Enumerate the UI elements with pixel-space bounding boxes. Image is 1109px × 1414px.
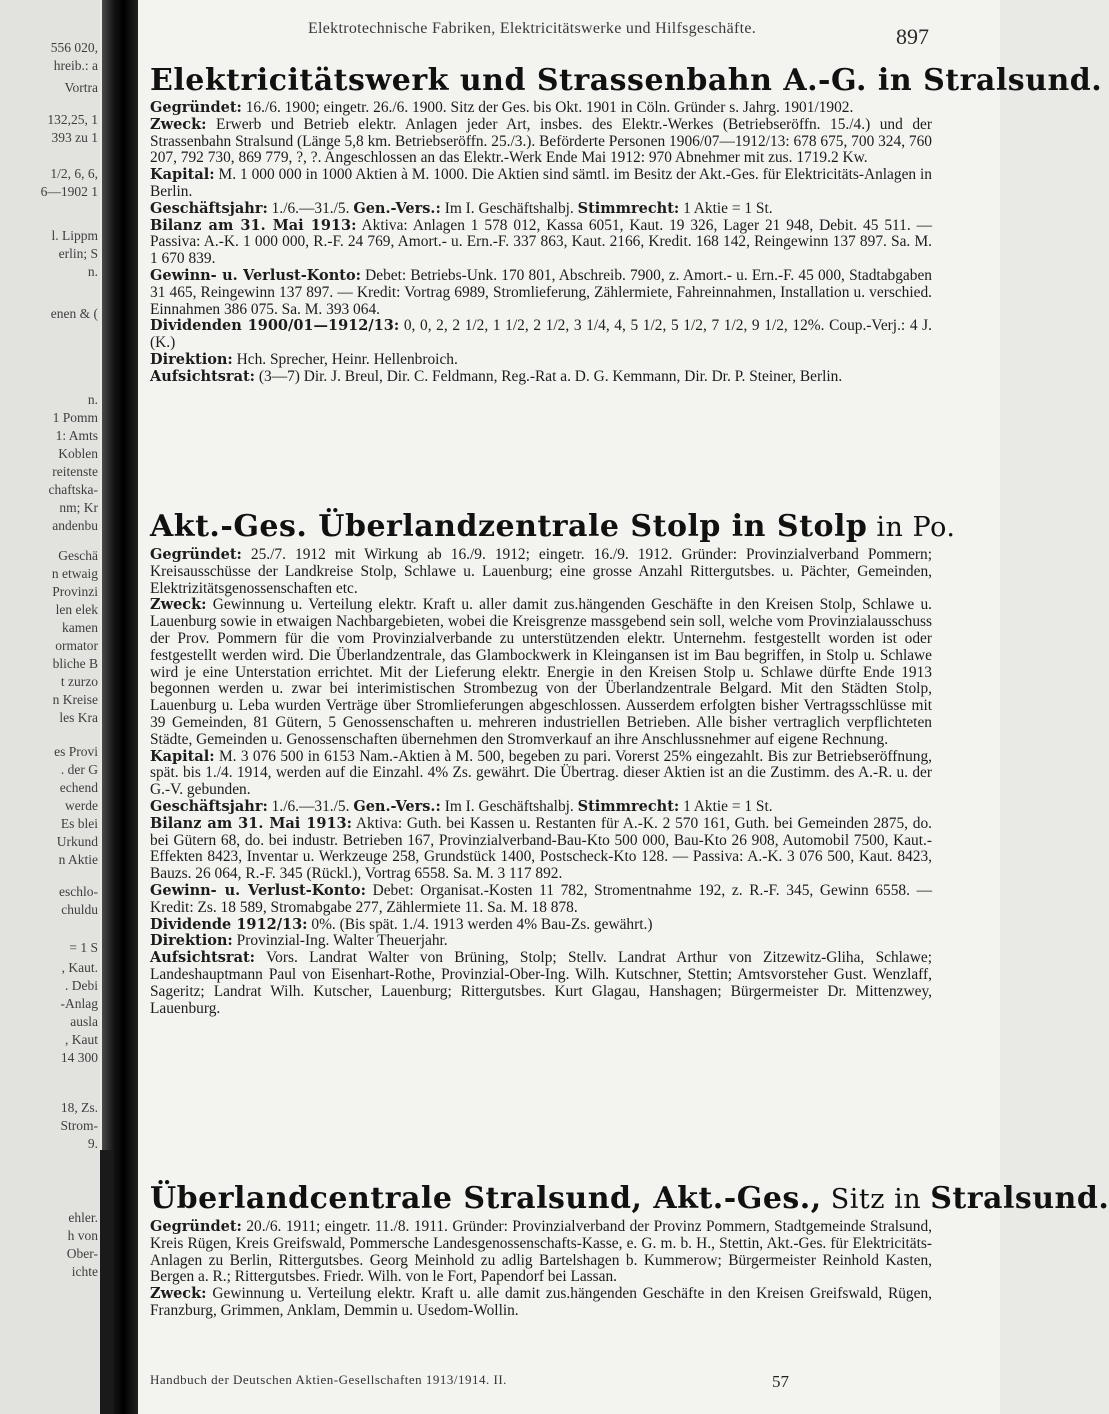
facing-page-text-fragment: n. (87, 264, 98, 279)
facing-page-text-fragment: t zurzo (60, 674, 98, 689)
facing-page-text-fragment: echend (59, 780, 98, 795)
entry-paragraph (150, 117, 932, 167)
facing-page-text-fragment: eschlo- (59, 884, 98, 899)
facing-page-text-fragment: . der G (60, 762, 98, 777)
entry-label: Aufsichtsrat: (150, 949, 256, 967)
entry-text: 25./7. 1912 mit Wirkung ab 16./9. 1912; eingetr. 16./9. 1912. Gründer: Provinzialverband Pommern; Kreisausschüsse der Landkreise Stolp, Schlawe u. Lauenburg; eine grosse Anzahl Rittergutsbes. u. Pächter, Gemeinden, Elektrizitätsgenossenschaften etc. (150, 546, 932, 597)
facing-page-text-fragment: Strom- (60, 1118, 98, 1133)
entry-label: Bilanz am 31. Mai 1913: (150, 216, 357, 234)
entry-text: 1./6.—31./5. (267, 199, 354, 217)
footer-citation: Handbuch der Deutschen Aktien-Gesellschaften 1913/1914. II. (150, 1372, 507, 1387)
section-body (150, 100, 932, 386)
entry-label: Direktion: (150, 350, 233, 368)
entry-label: Dividende 1912/13: (150, 915, 308, 933)
facing-page-text-fragment: n Kreise (52, 692, 98, 707)
entry-text: M. 3 076 500 in 6153 Nam.-Aktien à M. 500, begeben zu pari. Vorerst 25% eingezahlt. Bis zur Betriebseröffnung, spät. bis 1./4. 1914, werden auf die Einzahl. 4% Zs. gewährt. Die Übertrag. dieser Aktien ist an die Zustimm. des A.-R. u. der G.-V. gebunden. (150, 747, 932, 799)
section-body (150, 1219, 932, 1320)
facing-page-text-fragment: Provinzi (52, 584, 98, 599)
facing-page-text-fragment: reitenste (52, 464, 98, 479)
facing-page-text-fragment: ehler. (68, 1210, 98, 1225)
section-body (150, 547, 932, 1017)
entry-label: Kapital: (150, 747, 215, 765)
section-title-main: Akt.-Ges. Überlandzentrale Stolp in Stolp (150, 509, 868, 544)
section-title (150, 1180, 1109, 1219)
entry-label: Zweck: (150, 115, 207, 133)
entry-paragraph (150, 799, 932, 816)
entry-label: Gegründet: (150, 99, 242, 116)
facing-page-text-fragment: Geschä (58, 548, 98, 563)
entry-text: 1 Aktie = 1 St. (679, 797, 773, 815)
page-number: 897 (896, 24, 929, 49)
entry-paragraph (150, 167, 932, 201)
facing-page-text-fragment: . Debi (65, 978, 98, 993)
facing-page-text-fragment: 1 Pomm (52, 410, 98, 425)
facing-page-text-fragment: 9. (87, 1136, 98, 1151)
entry-text: 16./6. 1900; eingetr. 26./6. 1900. Sitz der Ges. bis Okt. 1901 in Cöln. Gründer s. Jahrg. 1901/1902. (241, 99, 854, 116)
entry-label: Dividenden 1900/01—1912/13: (150, 317, 400, 335)
entry-text: 1./6.—31./5. (267, 797, 354, 815)
facing-page-text-fragment: n. (87, 392, 98, 407)
entry-label: Geschäftsjahr: (150, 797, 268, 815)
facing-page-text-fragment: es Provi (54, 744, 98, 759)
facing-page-text-fragment: -Anlag (60, 996, 98, 1011)
facing-page-text-fragment: 14 300 (60, 1050, 98, 1065)
entry-text: Aktiva: Guth. bei Kassen u. Restanten für A.-K. 2 570 161, Guth. bei Gemeinden 2875, do. bei Gütern 68, do. bei industr. Betrieben 167, Provinzialverband-Bau-Kto 500 000, Bau-Kto 26 908, Automobil 7500, Kaut.-Effekten 8423, Inventar u. Werkzeuge 258, Grundstück 1400, Postscheck-Kto 128. — Passiva: A.-K. 3 076 500, Kaut. 8423, Bauzs. 26 064, R.-F. 345 (Rückl.), Vortrag 6558. Sa. M. 3 117 892. (150, 814, 933, 883)
entry-paragraph (150, 369, 932, 386)
entry-text: Im I. Geschäftshalbj. (440, 797, 578, 815)
facing-page-text-fragment: , Kaut. (61, 960, 98, 975)
facing-page-text-fragment: n Aktie (58, 852, 98, 867)
entry-paragraph (150, 917, 932, 934)
entry-label: Aufsichtsrat: (150, 367, 256, 385)
facing-page-text-fragment: , Kaut (65, 1032, 98, 1047)
section-title-suffix: in Po. (867, 512, 956, 543)
facing-page-text-fragment: h von (67, 1228, 98, 1243)
entry-label: Stimmrecht: (577, 199, 680, 217)
entry-label: Gen.-Vers.: (353, 797, 441, 815)
facing-page-text-fragment: kamen (62, 620, 98, 635)
entry-text: 0%. (Bis spät. 1./4. 1913 werden 4% Bau-Zs. gewährt.) (307, 915, 653, 933)
facing-page-text-fragment: Es blei (60, 816, 98, 831)
entry-text: 1 Aktie = 1 St. (679, 199, 773, 217)
facing-page-text-fragment: ichte (71, 1264, 98, 1279)
entry-paragraph (150, 547, 932, 597)
facing-page-text-fragment: andenbu (52, 518, 98, 533)
entry-paragraph (150, 749, 932, 799)
entry-text: Im I. Geschäftshalbj. (440, 199, 578, 217)
entry-label: Kapital: (150, 166, 215, 184)
signature-number: 57 (772, 1372, 789, 1391)
facing-page-text-fragment: nm; Kr (59, 500, 98, 515)
entry-label: Gewinn- u. Verlust-Konto: (150, 881, 366, 899)
entry-text: Vors. Landrat Walter von Brüning, Stolp; Stellv. Landrat Arthur von Zitzewitz-Gliha, Schlawe; Landeshauptmann Paul von Eisenhart-Rothe, Provinzial-Ober-Ing. Wilh. Kutschner, Stettin; Amtsvorsteher Gust. Wenzlaff, Sageritz; Landrat Wilh. Kutscher, Lauenburg; Rittergutsbes. Kurt Glagau, Hanshagen; Bürgermeister Dr. Mittenzwey, Lauenburg. (150, 949, 932, 1017)
entry-paragraph (150, 352, 932, 369)
section-ueberlandcentrale-stralsund (150, 1180, 1109, 1320)
facing-page-text-fragment: enen & ( (50, 306, 98, 321)
entry-text: Hch. Sprecher, Heinr. Hellenbroich. (232, 350, 458, 368)
facing-page-text-fragment: Ober- (66, 1246, 98, 1261)
facing-page-text-fragment: Urkund (56, 834, 98, 849)
entry-paragraph (150, 1219, 932, 1286)
facing-page-text-fragment: 1: Amts (55, 428, 98, 443)
entry-paragraph (150, 100, 932, 117)
entry-text: Aktiva: Anlagen 1 578 012, Kassa 6051, Kaut. 19 326, Lager 21 948, Debit. 45 511. — Passiva: A.-K. 1 000 000, R.-F. 24 769, Amort.- u. Ern.-F. 337 863, Kaut. 2166, Kredit. 168 142, Reingewinn 137 897. Sa. M. 1 670 839. (150, 216, 932, 268)
facing-page-text-fragment: len elek (55, 602, 98, 617)
entry-paragraph (150, 201, 932, 218)
entry-label: Gewinn- u. Verlust-Konto: (150, 266, 361, 284)
facing-page-text-fragment: 393 zu 1 (51, 130, 98, 145)
facing-page-text-fragment: Vortra (64, 80, 98, 95)
entry-paragraph (150, 883, 932, 917)
facing-page-text-fragment: l. Lippm (51, 228, 98, 243)
entry-text: 0, 0, 2, 2 1/2, 1 1/2, 2 1/2, 3 1/4, 4, 5 1/2, 5 1/2, 7 1/2, 9 1/2, 12%. Coup.-Verj.: 4 J. (K.) (150, 317, 933, 352)
entry-text: Erwerb und Betrieb elektr. Anlagen jeder Art, insbes. des Elektr.-Werkes (Betriebseröffn. 15./4.) und der Strassenbahn Stralsund (Länge 5,8 km. Betriebseröffn. 25./3.). Beförderte Personen 1906/07—1912/13: 678 675, 700 324, 760 207, 792 730, 869 779, ?, ?. Angeschlossen an das Elektr.-Werk Ende Mai 1912: 970 Abnehmer mit zus. 1719.2 Kw. (150, 115, 932, 167)
entry-label: Gegründet: (150, 546, 242, 563)
entry-label: Bilanz am 31. Mai 1913: (150, 814, 352, 832)
facing-page-text-fragment: 18, Zs. (60, 1100, 98, 1115)
entry-text: M. 1 000 000 in 1000 Aktien à M. 1000. Die Aktien sind sämtl. im Besitz der Akt.-Ges. für Elektricitäts-Anlagen in Berlin. (150, 166, 932, 200)
entry-text: (3—7) Dir. J. Breul, Dir. C. Feldmann, Reg.-Rat a. D. G. Kemmann, Dir. Dr. P. Steiner, Berlin. (255, 367, 843, 385)
entry-paragraph (150, 950, 932, 1017)
facing-page-text-fragment: chuldu (61, 902, 98, 917)
entry-paragraph (150, 1286, 932, 1320)
facing-page-text-fragment: hreib.: a (53, 58, 98, 73)
section-title-end: Stralsund. (930, 1181, 1109, 1216)
entry-label: Geschäftsjahr: (150, 199, 268, 217)
entry-label: Gegründet: (150, 1218, 242, 1235)
facing-page-text-fragment: 556 020, (50, 40, 98, 55)
running-head: Elektrotechnische Fabriken, Elektricitätswerke und Hilfsgeschäfte. (307, 20, 757, 37)
entry-paragraph (150, 816, 932, 883)
facing-page-text-fragment: chaftska- (48, 482, 98, 497)
entry-text: Gewinnung u. Verteilung elektr. Kraft u. aller damit zus.hängenden Geschäfte in den Kreisen Stolp, Schlawe u. Lauenburg sowie in etwaigen Nachbargebieten, wobei die Kreisgrenze massgebend sein soll, welche vom Provinzialausschuss der Prov. Pommern für die vom Provinzialverbande zu unterstützenden elektr. Unternehm. festgestellt worden ist oder festgestellt werden wird. Die Überlandzentrale, das Glambockwerk in Kleingansen ist im Bau begriffen, in Stolp u. Schlawe wird je eine Unterstation errichtet. Mit der Lieferung elektr. Energie in den Kreisen Stolp u. Schlawe dürfte Ende 1913 begonnen werden u. zwar bei interimistischen Strombezug von der Überlandzentrale Belgard. Mit den Städten Stolp, Lauenburg u. Leba wurden Verträge über Stromlieferungen abgeschlossen. Ausserdem erfolgten bisher Vertragsschlüsse mit 39 Gemeinden, 81 Gütern, 5 Genossenschaften u. mehreren industriellen Betrieben. Alle bisher vertraglich verpflichteten Städte, Gemeinden u. Genossenschaften übernehmen den Stromverkauf an ihre Anschlussnehmer auf eigene Rechnung. (150, 596, 932, 748)
facing-page-text-fragment: erlin; S (58, 246, 98, 261)
facing-page-text-fragment: werde (65, 798, 98, 813)
entry-label: Stimmrecht: (577, 797, 680, 815)
entry-text: Debet: Organisat.-Kosten 11 782, Stromentnahme 192, z. R.-F. 345, Gewinn 6558. — Kredit: Zs. 18 589, Stromabgabe 277, Zählermiete 11. Sa. M. 18 878. (150, 881, 932, 916)
facing-page-text-fragment: Koblen (58, 446, 98, 461)
facing-page-text-fragment: = 1 S (69, 940, 98, 955)
facing-page-text-fragment: ormator (55, 638, 98, 653)
section-title: Elektricitätswerk und Strassenbahn A.-G. in Stralsund. (150, 63, 1103, 98)
facing-page-text-fragment: n etwaig (51, 566, 98, 581)
section-title-mid: Sitz in (821, 1184, 931, 1215)
facing-page-fragment (0, 0, 100, 1414)
entry-paragraph (150, 597, 932, 748)
entry-paragraph (150, 933, 932, 950)
facing-page-text-fragment: ausla (70, 1014, 98, 1029)
entry-label: Zweck: (150, 596, 207, 614)
facing-page-text-fragment: 132,25, 1 (47, 112, 98, 127)
section-title (150, 508, 956, 547)
entry-text: Debet: Betriebs-Unk. 170 801, Abschreib. 7900, z. Amort.- u. Ern.-F. 45 000, Stadtabgaben 31 465, Reingewinn 137 897. — Kredit: Vortrag 6989, Stromlieferung, Zählermiete, Fahreinnahmen, Installation u. verschied. Einnahmen 386 075. Sa. M. 393 064. (150, 266, 932, 318)
facing-page-text-fragment: les Kra (59, 710, 98, 725)
entry-label: Zweck: (150, 1285, 207, 1303)
entry-label: Gen.-Vers.: (353, 199, 441, 217)
section-ueberlandzentrale-stolp (150, 508, 956, 1017)
facing-page-text-fragment: 1/2, 6, 6, (50, 166, 98, 181)
entry-text: Gewinnung u. Verteilung elektr. Kraft u. alle damit zus.hängenden Geschäfte in den Kreisen Greifswald, Rügen, Franzburg, Grimmen, Anklam, Demmin u. Usedom-Wollin. (150, 1285, 932, 1319)
book-gutter-shadow (100, 1150, 112, 1414)
facing-page-text-fragment: 6—1902 1 (40, 184, 98, 199)
entry-paragraph (150, 268, 932, 318)
entry-text: Provinzial-Ing. Walter Theuerjahr. (232, 932, 448, 950)
section-title-main: Überlandcentrale Stralsund, Akt.-Ges., (150, 1181, 822, 1216)
section-stralsund-strassenbahn (150, 62, 1103, 386)
entry-text: 20./6. 1911; eingetr. 11./8. 1911. Gründer: Provinzialverband der Provinz Pommern, Stadtgemeinde Stralsund, Kreis Rügen, Kreis Greifswald, Pommersche Landesgenossenschafts-Kasse, e. G. m. b. H., Stettin, Akt.-Ges. für Elektricitäts-Anlagen zu Berlin, Rittergutsbes. Georg Meinhold zu adlig Bartelshagen b. Kummerow; Bürgermeister Reinhold Kasten, Bergen a. R.; Rittergutsbes. Friedr. Wilh. von le Fort, Papendorf bei Lassan. (150, 1218, 932, 1286)
facing-page-text-fragment: bliche B (52, 656, 98, 671)
entry-paragraph (150, 218, 932, 268)
entry-paragraph (150, 318, 932, 352)
entry-label: Direktion: (150, 932, 233, 950)
